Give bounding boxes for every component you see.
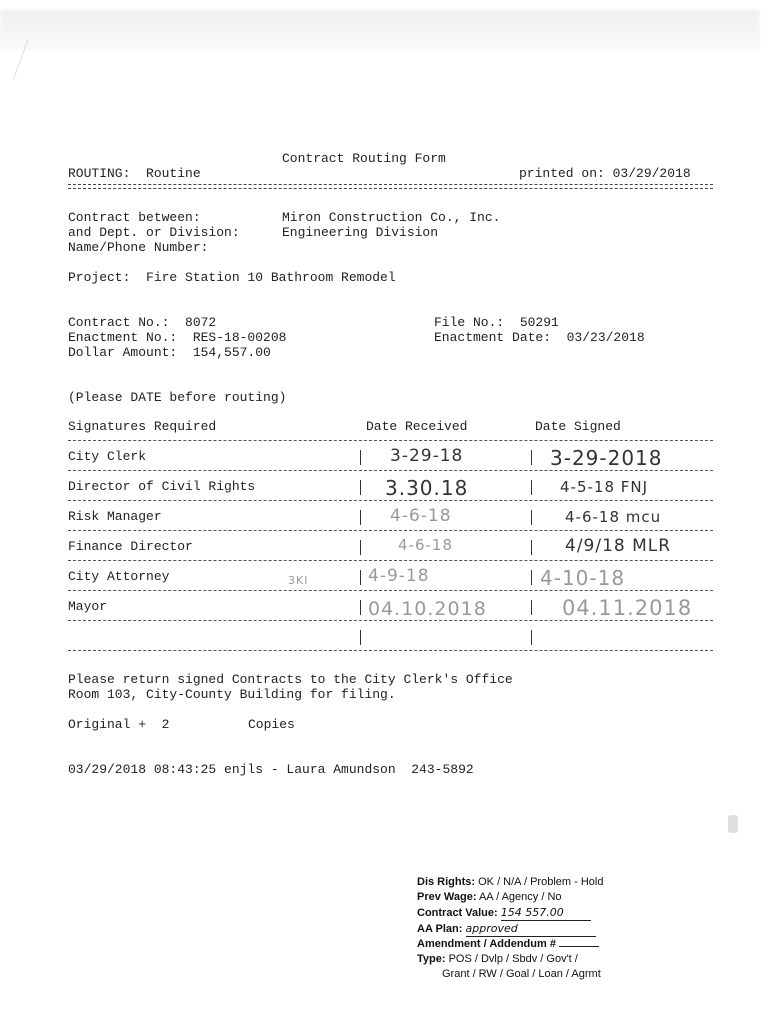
- column-bar: [531, 540, 532, 555]
- handwritten-initials: 3KI: [288, 574, 309, 587]
- column-bar: [531, 600, 532, 615]
- column-bar: [360, 510, 361, 525]
- scan-artifact-top: [0, 10, 760, 50]
- column-bar: [531, 510, 532, 525]
- column-bar: [360, 540, 361, 555]
- column-bar: [531, 450, 532, 465]
- stamp-contract-value: Contract Value: 154 557.00: [417, 905, 627, 921]
- column-bar: [360, 570, 361, 585]
- routing-type: ROUTING: Routine: [68, 166, 201, 181]
- printed-on: printed on: 03/29/2018: [519, 166, 691, 181]
- stamp-type-continued: Grant / RW / Goal / Loan / Agrmt: [442, 968, 601, 980]
- handwritten-date-signed: 4/9/18 MLR: [565, 536, 672, 556]
- scan-artifact-corner: [13, 40, 99, 80]
- table-rule: [68, 650, 713, 651]
- scan-speck: [728, 815, 738, 833]
- column-bar: [531, 630, 532, 645]
- stamp-aa-plan: AA Plan: approved: [417, 921, 627, 937]
- row-role: Finance Director: [68, 539, 193, 554]
- contract-no: Contract No.: 8072: [68, 315, 217, 330]
- project: Project: Fire Station 10 Bathroom Remodel: [68, 270, 396, 285]
- table-rule: [68, 470, 713, 471]
- handwritten-date-signed: 04.11.2018: [562, 596, 693, 620]
- handwritten-date-received: 4-6-18: [398, 536, 453, 554]
- row-role: Mayor: [68, 599, 108, 614]
- copies-label: Copies: [248, 717, 295, 732]
- column-bar: [360, 600, 361, 615]
- col-received-header: Date Received: [366, 419, 468, 434]
- row-role: City Attorney: [68, 569, 170, 584]
- name-phone-label: Name/Phone Number:: [68, 240, 209, 255]
- contract-between-value: Miron Construction Co., Inc.: [282, 210, 501, 225]
- print-log: 03/29/2018 08:43:25 enjls - Laura Amundson 243-5892: [68, 762, 474, 777]
- header-divider: [68, 184, 713, 189]
- column-bar: [531, 480, 532, 495]
- col-signatures-header: Signatures Required: [68, 419, 217, 434]
- enactment-no: Enactment No.: RES-18-00208: [68, 330, 287, 345]
- table-rule: [68, 590, 713, 591]
- stamp-type: Type: POS / Dvlp / Sbdv / Gov't /: [417, 953, 578, 965]
- table-rule: [68, 560, 713, 561]
- return-instructions-line2: Room 103, City-County Building for filing.: [68, 687, 396, 702]
- stamp-amendment: Amendment / Addendum #: [417, 937, 627, 952]
- file-no: File No.: 50291: [434, 315, 559, 330]
- column-bar: [531, 570, 532, 585]
- stamp-dis-rights: Dis Rights: OK / N/A / Problem - Hold: [417, 876, 604, 888]
- dollar-amount: Dollar Amount: 154,557.00: [68, 345, 271, 360]
- handwritten-date-received: 4-9-18: [368, 566, 430, 586]
- handwritten-date-signed: 4-5-18 FNJ: [560, 478, 649, 496]
- original-count: Original + 2: [68, 717, 170, 732]
- row-role: City Clerk: [68, 449, 147, 464]
- stamp-prev-wage: Prev Wage: AA / Agency / No: [417, 891, 562, 903]
- enactment-date: Enactment Date: 03/23/2018: [434, 330, 645, 345]
- date-note: (Please DATE before routing): [68, 390, 287, 405]
- handwritten-date-signed: 3-29-2018: [550, 446, 663, 470]
- row-role: Risk Manager: [68, 509, 162, 524]
- table-rule: [68, 620, 713, 621]
- column-bar: [360, 630, 361, 645]
- handwritten-date-received: 04.10.2018: [368, 598, 487, 620]
- col-signed-header: Date Signed: [535, 419, 621, 434]
- form-title: Contract Routing Form: [282, 151, 446, 166]
- table-rule: [68, 530, 713, 531]
- handwritten-date-received: 4-6-18: [390, 506, 452, 526]
- handwritten-date-received: 3-29-18: [390, 446, 464, 466]
- dept-label: and Dept. or Division:: [68, 225, 240, 240]
- contract-between-label: Contract between:: [68, 210, 201, 225]
- row-role: Director of Civil Rights: [68, 479, 256, 494]
- handwritten-date-signed: 4-6-18 mcu: [565, 508, 662, 526]
- table-rule: [68, 440, 713, 441]
- return-instructions-line1: Please return signed Contracts to the City Clerk's Office: [68, 672, 513, 687]
- handwritten-date-received: 3.30.18: [385, 476, 469, 500]
- dept-value: Engineering Division: [282, 225, 439, 240]
- approval-stamp: [417, 875, 627, 982]
- column-bar: [360, 450, 361, 465]
- table-rule: [68, 500, 713, 501]
- handwritten-date-signed: 4-10-18: [540, 566, 626, 590]
- column-bar: [360, 480, 361, 495]
